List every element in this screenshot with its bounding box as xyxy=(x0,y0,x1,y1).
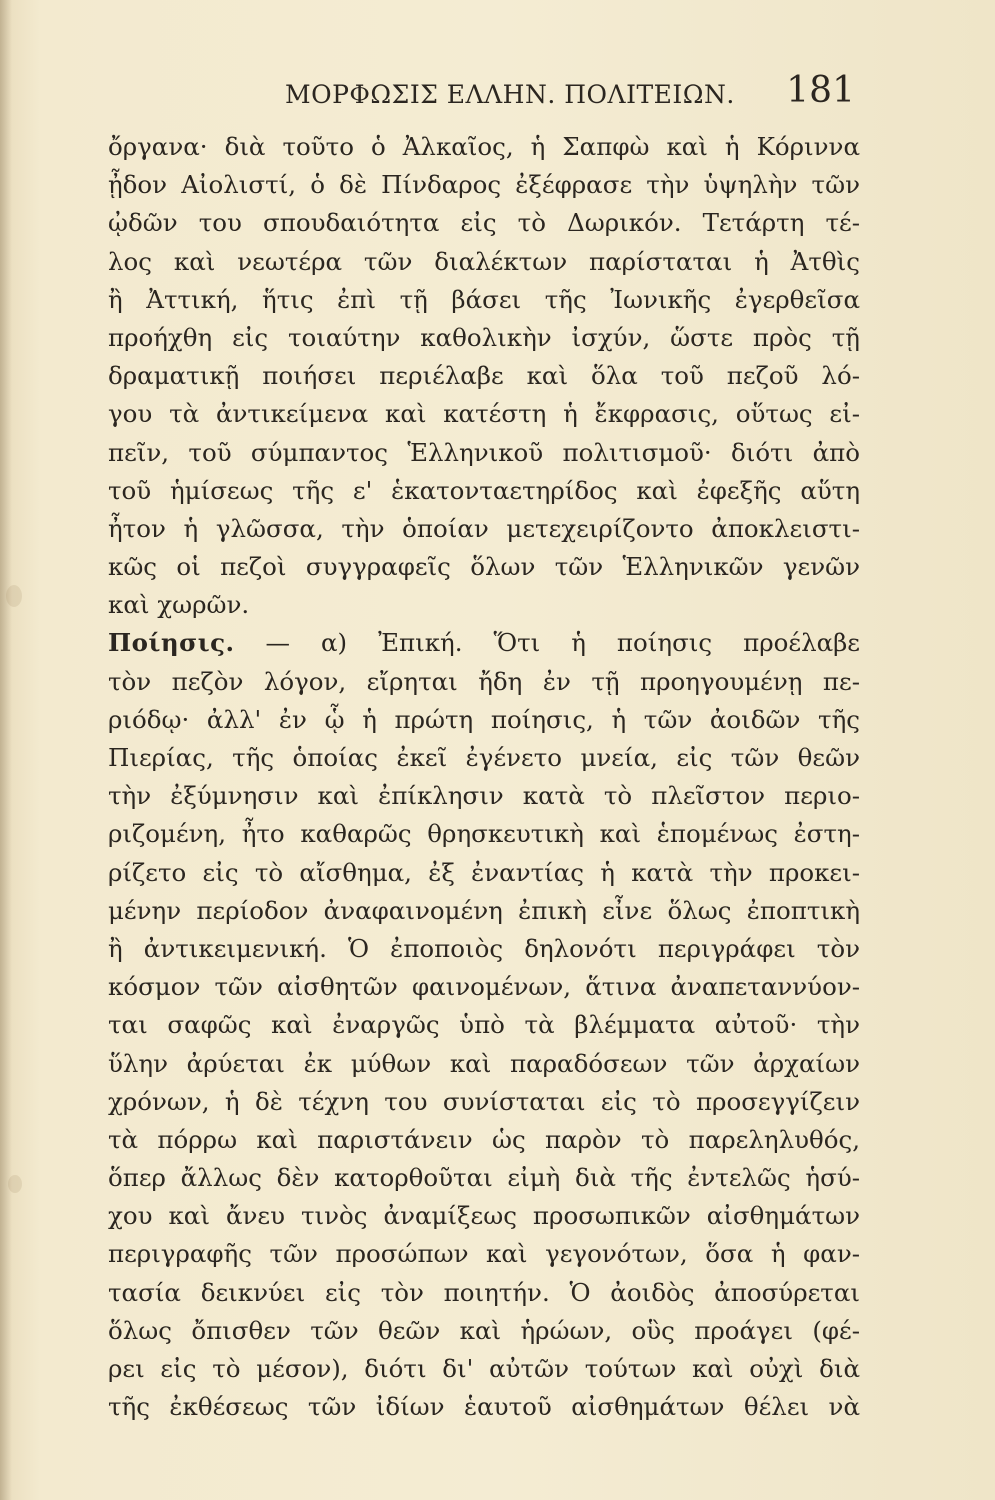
text-line: πεῖν, τοῦ σύμπαντος Ἑλληνικοῦ πολιτισμοῦ· διότι ἀπὸ xyxy=(108,437,860,467)
text-line: Πιερίας, τῆς ὁποίας ἐκεῖ ἐγένετο μνεία, εἰς τῶν θεῶν xyxy=(108,743,860,772)
text-line: ρει εἰς τὸ μέσον), διότι δι' αὐτῶν τούτων καὶ οὐχὶ διὰ xyxy=(108,1354,860,1383)
text-line: χρόνων, ἡ δὲ τέχνη του συνίσταται εἰς τὸ προσεγγίζειν xyxy=(108,1086,860,1116)
section-first-line xyxy=(108,624,860,662)
text-line: χου καὶ ἄνευ τινὸς ἀναμίξεως προσωπικῶν αἰσθημάτων xyxy=(108,1201,860,1231)
section-first-line-text: — α) Ἐπική. Ὅτι ἡ ποίησις προέλαβε xyxy=(234,628,860,658)
running-head xyxy=(110,60,855,120)
text-line: ριόδῳ· ἀλλ' ἐν ᾧ ἡ πρώτη ποίησις, ἡ τῶν ἀοιδῶν τῆς xyxy=(108,704,860,734)
text-line: τὸν πεζὸν λόγον, εἴρηται ἤδη ἐν τῇ προηγουμένῃ πε- xyxy=(108,666,860,696)
text-line: τῆς ἐκθέσεως τῶν ἰδίων ἑαυτοῦ αἰσθημάτων θέλει νὰ xyxy=(108,1392,860,1422)
page-number: 181 xyxy=(786,70,855,111)
text-line: γου τὰ ἀντικείμενα καὶ κατέστη ἡ ἔκφρασις, οὕτως εἰ- xyxy=(108,399,860,429)
text-line: ᾠδῶν του σπουδαιότητα εἰς τὸ Δωρικόν. Τετάρτη τέ- xyxy=(108,208,860,238)
text-line: ρίζετο εἰς τὸ αἴσθημα, ἐξ ἐναντίας ἡ κατὰ τὴν προκει- xyxy=(108,857,860,887)
text-line: ἢ Ἀττική, ἥτις ἐπὶ τῇ βάσει τῆς Ἰωνικῆς ἐγερθεῖσα xyxy=(108,284,860,314)
text-line: ὕλην ἀρύεται ἐκ μύθων καὶ παραδόσεων τῶν ἀρχαίων xyxy=(108,1048,860,1078)
text-line: δραματικῇ ποιήσει περιέλαβε καὶ ὅλα τοῦ πεζοῦ λό- xyxy=(108,361,860,391)
text-line: ἢ ἀντικειμενική. Ὁ ἐποποιὸς δηλονότι περιγράφει τὸν xyxy=(108,933,860,963)
text-line: κῶς οἱ πεζοὶ συγγραφεῖς ὅλων τῶν Ἑλληνικῶν γενῶν xyxy=(108,552,860,582)
body-text xyxy=(108,128,860,1426)
text-line: ἦτον ἡ γλῶσσα, τὴν ὁποίαν μετεχειρίζοντο ἀποκλειστι- xyxy=(108,513,860,543)
text-line: τοῦ ἡμίσεως τῆς ε' ἑκατονταετηρίδος καὶ ἐφεξῆς αὕτη xyxy=(108,475,860,505)
spine-shadow xyxy=(0,0,12,1500)
text-line: ὅλως ὄπισθεν τῶν θεῶν καὶ ἡρώων, οὓς προάγει (φέ- xyxy=(108,1315,860,1345)
text-line: τὴν ἐξύμνησιν καὶ ἐπίκλησιν κατὰ τὸ πλεῖστον περιο- xyxy=(108,781,860,811)
text-line: ται σαφῶς καὶ ἐναργῶς ὑπὸ τὰ βλέμματα αὐτοῦ· τὴν xyxy=(108,1010,860,1040)
paper-stain xyxy=(6,585,22,607)
text-line: λος καὶ νεωτέρα τῶν διαλέκτων παρίσταται ἡ Ἀτθὶς xyxy=(108,246,860,276)
section-heading: Ποίησις. xyxy=(108,628,235,658)
text-line: κόσμον τῶν αἰσθητῶν φαινομένων, ἅτινα ἀναπεταννύον- xyxy=(108,972,860,1002)
running-title: ΜΟΡΦΩΣΙΣ ΕΛΛΗΝ. ΠΟΛΙΤΕΙΩΝ. xyxy=(285,80,735,109)
text-line: ᾖδον Αἰολιστί, ὁ δὲ Πίνδαρος ἐξέφρασε τὴν ὑψηλὴν τῶν xyxy=(108,170,860,200)
text-line: ριζομένη, ἦτο καθαρῶς θρησκευτικὴ καὶ ἑπομένως ἐστη- xyxy=(108,819,860,849)
text-line: μένην περίοδον ἀναφαινομένη ἐπικὴ εἶνε ὅλως ἐποπτικὴ xyxy=(108,895,860,925)
text-line: ὅπερ ἄλλως δὲν κατορθοῦται εἰμὴ διὰ τῆς ἐντελῶς ἡσύ- xyxy=(108,1163,860,1193)
text-line: περιγραφῆς τῶν προσώπων καὶ γεγονότων, ὅσα ἡ φαν- xyxy=(108,1239,860,1269)
paper-stain xyxy=(8,1175,22,1193)
text-line: τασία δεικνύει εἰς τὸν ποιητήν. Ὁ ἀοιδὸς ἀποσύρεται xyxy=(108,1277,860,1307)
text-line: τὰ πόρρω καὶ παριστάνειν ὡς παρὸν τὸ παρεληλυθός, xyxy=(108,1124,860,1154)
text-line: προήχθη εἰς τοιαύτην καθολικὴν ἰσχύν, ὥστε πρὸς τῇ xyxy=(108,322,860,352)
text-line: καὶ χωρῶν. xyxy=(108,590,250,620)
text-line: ὄργανα· διὰ τοῦτο ὁ Ἀλκαῖος, ἡ Σαπφὼ καὶ ἡ Κόριννα xyxy=(108,132,860,161)
